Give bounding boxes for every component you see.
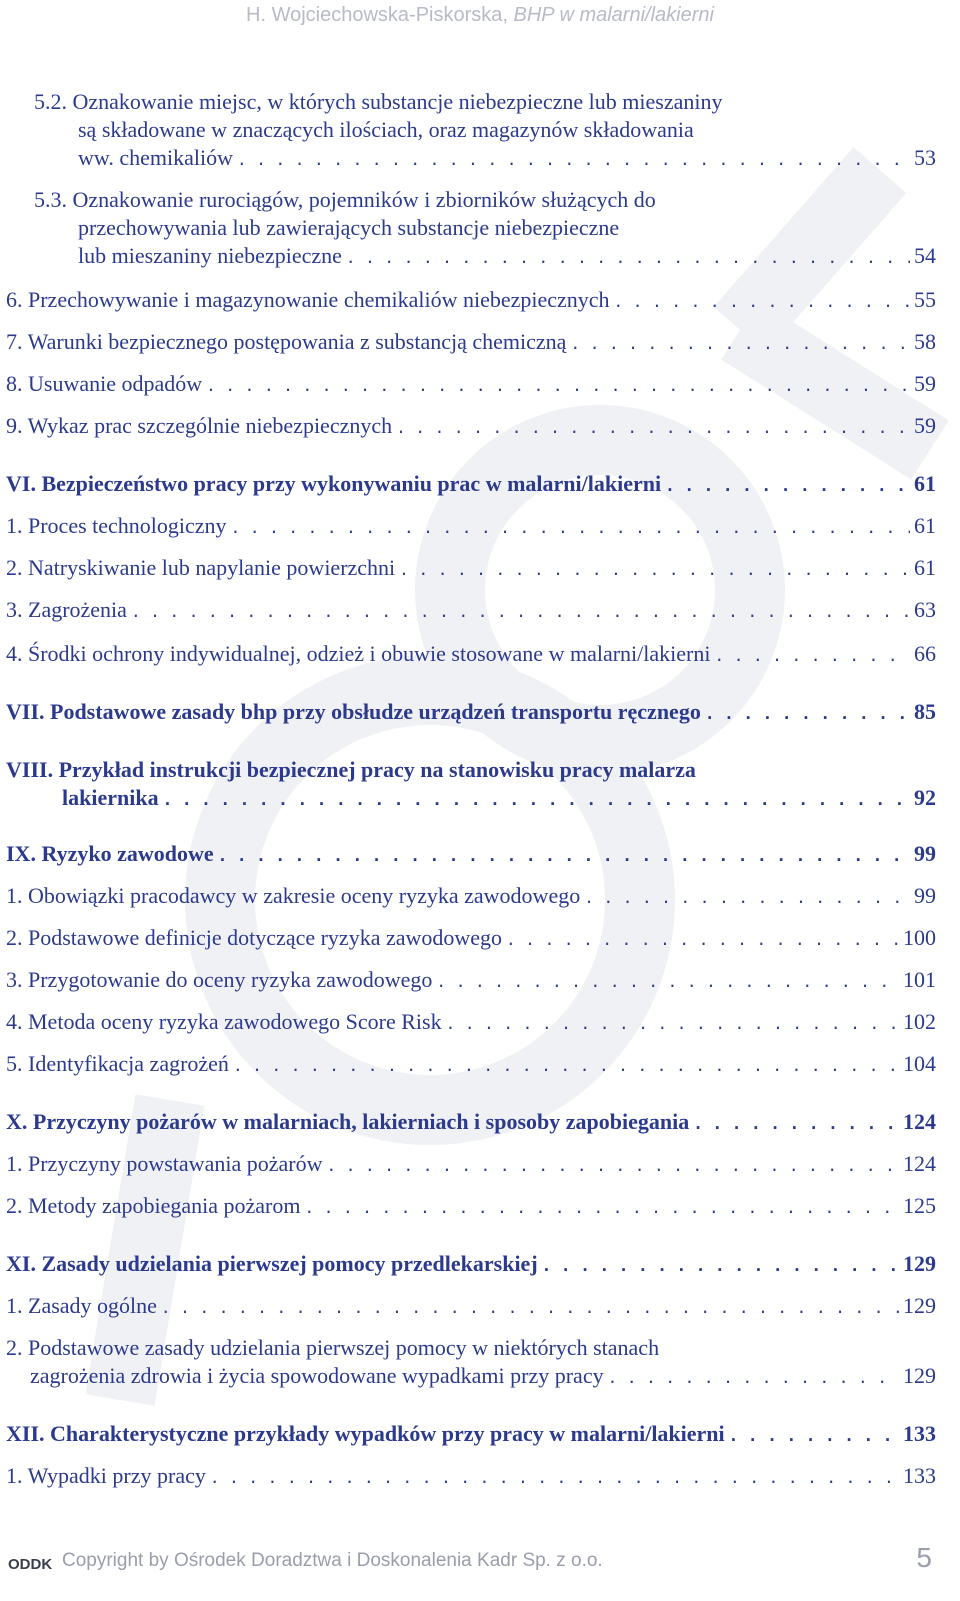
toc-entry-line: są składowane w znaczących ilościach, oraz magazynów składowania — [78, 117, 694, 142]
toc-entry-ix-3[interactable] — [0, 966, 936, 996]
toc-entry-8[interactable] — [0, 370, 936, 400]
toc-entry-9[interactable] — [0, 412, 936, 442]
toc-entry-x-1[interactable] — [0, 1150, 936, 1180]
leader-dots — [346, 244, 910, 272]
leader-dots — [396, 414, 910, 442]
leader-dots — [729, 1422, 899, 1450]
leader-dots — [237, 146, 910, 174]
toc-chapter-vii[interactable] — [0, 698, 936, 728]
toc-entry-vi-2[interactable] — [0, 554, 936, 584]
toc-page-number: 99 — [914, 841, 936, 866]
toc-chapter-title: XI. Zasady udzielania pierwszej pomocy przedlekarskiej — [6, 1251, 538, 1276]
leader-dots — [584, 884, 910, 912]
leader-dots — [446, 1010, 899, 1038]
toc-entry-text: 1. Przyczyny powstawania pożarów — [6, 1151, 323, 1176]
toc-entry-text: 1. Wypadki przy pracy — [6, 1463, 206, 1488]
toc-page-number: 99 — [914, 883, 936, 908]
toc-entry-text: 2. Natryskiwanie lub napylanie powierzchni — [6, 555, 396, 580]
toc-entry-ix-4[interactable] — [0, 1008, 936, 1038]
toc-entry-6[interactable] — [0, 286, 936, 316]
toc-entry-text: 1. Zasady ogólne — [6, 1293, 157, 1318]
toc-entry-xi-1[interactable] — [0, 1292, 936, 1322]
toc-entry-line: zagrożenia zdrowia i życia spowodowane wypadkami przy pracy — [30, 1363, 604, 1388]
toc-page-number: 59 — [914, 371, 936, 396]
toc-page-number: 100 — [903, 925, 936, 950]
toc-chapter-title: lakiernika — [62, 785, 159, 810]
leader-dots — [326, 1152, 899, 1180]
leader-dots — [131, 598, 910, 626]
toc-entry-line: 5.3. Oznakowanie rurociągów, pojemników i zbiorników służących do — [34, 187, 656, 212]
toc-page-number: 55 — [914, 287, 936, 312]
toc-page-number: 129 — [903, 1363, 936, 1388]
leader-dots — [206, 372, 910, 400]
toc-page-number: 104 — [903, 1051, 936, 1076]
toc-chapter-title: VI. Bezpieczeństwo pracy przy wykonywaniu prac w malarni/lakierni — [6, 471, 662, 496]
toc-entry-ix-5[interactable] — [0, 1050, 936, 1080]
leader-dots — [231, 514, 910, 542]
toc-page-number: 133 — [903, 1463, 936, 1488]
toc-entry-ix-1[interactable] — [0, 882, 936, 912]
toc-entry-xii-1[interactable] — [0, 1462, 936, 1492]
toc-chapter-title: X. Przyczyny pożarów w malarniach, lakierniach i sposoby zapobiegania — [6, 1109, 690, 1134]
toc-chapter-title: VIII. Przykład instrukcji bezpiecznej pracy na stanowisku pracy malarza — [6, 757, 696, 782]
toc-page-number: 53 — [914, 145, 936, 170]
toc-page-number: 124 — [903, 1151, 936, 1176]
leader-dots — [608, 1364, 899, 1392]
leader-dots — [161, 1294, 899, 1322]
toc-page-number: 129 — [903, 1293, 936, 1318]
leader-dots — [233, 1052, 899, 1080]
toc-page-number: 66 — [914, 641, 936, 666]
toc-entry-ix-2[interactable] — [0, 924, 936, 954]
toc-page-number: 129 — [903, 1251, 936, 1276]
toc-entry-line: 5.2. Oznakowanie miejsc, w których substancje niebezpieczne lub mieszaniny — [34, 89, 723, 114]
leader-dots — [304, 1194, 899, 1222]
toc-page-number: 102 — [903, 1009, 936, 1034]
toc-entry-line: ww. chemikaliów — [78, 145, 233, 170]
toc-entry-text: 8. Usuwanie odpadów — [6, 371, 203, 396]
toc-page-number: 63 — [914, 597, 936, 622]
leader-dots — [705, 700, 910, 728]
page-number: 5 — [916, 1542, 932, 1573]
leader-dots — [210, 1464, 899, 1492]
leader-dots — [714, 642, 910, 670]
leader-dots — [399, 556, 910, 584]
toc-page-number: 61 — [914, 471, 936, 496]
leader-dots — [506, 926, 899, 954]
toc-chapter-viii[interactable] — [0, 756, 936, 814]
leader-dots — [570, 330, 910, 358]
leader-dots — [218, 842, 910, 870]
copyright-text: Copyright by Ośrodek Doradztwa i Doskonalenia Kadr Sp. z o.o. — [62, 1550, 603, 1571]
page-footer — [0, 1542, 960, 1578]
toc-page-number: 85 — [914, 699, 936, 724]
toc-chapter-ix[interactable] — [0, 840, 936, 870]
toc-page-number: 61 — [914, 555, 936, 580]
toc-chapter-vi[interactable] — [0, 470, 936, 500]
toc-entry-text: 2. Podstawowe definicje dotyczące ryzyka zawodowego — [6, 925, 503, 950]
toc-chapter-title: VII. Podstawowe zasady bhp przy obsłudze urządzeń transportu ręcznego — [6, 699, 701, 724]
publisher-logo — [8, 1550, 52, 1574]
toc-entry-xi-2[interactable] — [0, 1334, 936, 1392]
toc-entry-text: 1. Proces technologiczny — [6, 513, 227, 538]
toc-page-number: 92 — [914, 785, 936, 810]
toc-entry-vi-3[interactable] — [0, 596, 936, 626]
toc-entry-x-2[interactable] — [0, 1192, 936, 1222]
toc-page-number: 124 — [903, 1109, 936, 1134]
toc-page-number: 61 — [914, 513, 936, 538]
toc-page-number: 133 — [903, 1421, 936, 1446]
leader-dots — [614, 288, 910, 316]
toc-entry-5-2[interactable] — [0, 88, 936, 174]
toc-entry-line: lub mieszaniny niebezpieczne — [78, 243, 342, 268]
toc-chapter-title: IX. Ryzyko zawodowe — [6, 841, 214, 866]
svg-text:ODDK: ODDK — [8, 1556, 52, 1573]
toc-chapter-xi[interactable] — [0, 1250, 936, 1280]
toc-page-number: 101 — [903, 967, 936, 992]
toc-entry-vi-4[interactable] — [0, 640, 936, 670]
leader-dots — [693, 1110, 899, 1138]
toc-entry-5-3[interactable] — [0, 186, 936, 272]
toc-entry-text: 9. Wykaz prac szczególnie niebezpiecznych — [6, 413, 393, 438]
header-author: H. Wojciechowska-Piskorska, — [246, 4, 514, 26]
header-title: BHP w malarni/lakierni — [513, 4, 714, 26]
toc-entry-line: przechowywania lub zawierających substancje niebezpieczne — [78, 215, 620, 240]
leader-dots — [163, 786, 910, 814]
toc-entry-vi-1[interactable] — [0, 512, 936, 542]
toc-entry-text: 1. Obowiązki pracodawcy w zakresie oceny ryzyka zawodowego — [6, 883, 581, 908]
toc-entry-text: 3. Przygotowanie do oceny ryzyka zawodowego — [6, 967, 433, 992]
toc-chapter-xii[interactable] — [0, 1420, 936, 1450]
leader-dots — [542, 1252, 899, 1280]
toc-chapter-x[interactable] — [0, 1108, 936, 1138]
leader-dots — [665, 472, 910, 500]
toc-entry-7[interactable] — [0, 328, 936, 358]
toc-entry-text: 2. Metody zapobiegania pożarom — [6, 1193, 301, 1218]
toc-chapter-title: XII. Charakterystyczne przykłady wypadków przy pracy w malarni/lakierni — [6, 1421, 725, 1446]
leader-dots — [436, 968, 899, 996]
toc-entry-text: 5. Identyfikacja zagrożeń — [6, 1051, 229, 1076]
toc-page-number: 59 — [914, 413, 936, 438]
toc-entry-text: 3. Zagrożenia — [6, 597, 127, 622]
toc-entry-text: 4. Środki ochrony indywidualnej, odzież i obuwie stosowane w malarni/lakierni — [6, 641, 711, 666]
toc-page-number: 125 — [903, 1193, 936, 1218]
toc-entry-text: 7. Warunki bezpiecznego postępowania z substancją chemiczną — [6, 329, 567, 354]
toc-entry-text: 6. Przechowywanie i magazynowanie chemikaliów niebezpiecznych — [6, 287, 610, 312]
toc-page-number: 58 — [914, 329, 936, 354]
toc-entry-line: 2. Podstawowe zasady udzielania pierwszej pomocy w niektórych stanach — [6, 1335, 660, 1360]
toc-entry-text: 4. Metoda oceny ryzyka zawodowego Score Risk — [6, 1009, 442, 1034]
toc-page-number: 54 — [914, 243, 936, 268]
